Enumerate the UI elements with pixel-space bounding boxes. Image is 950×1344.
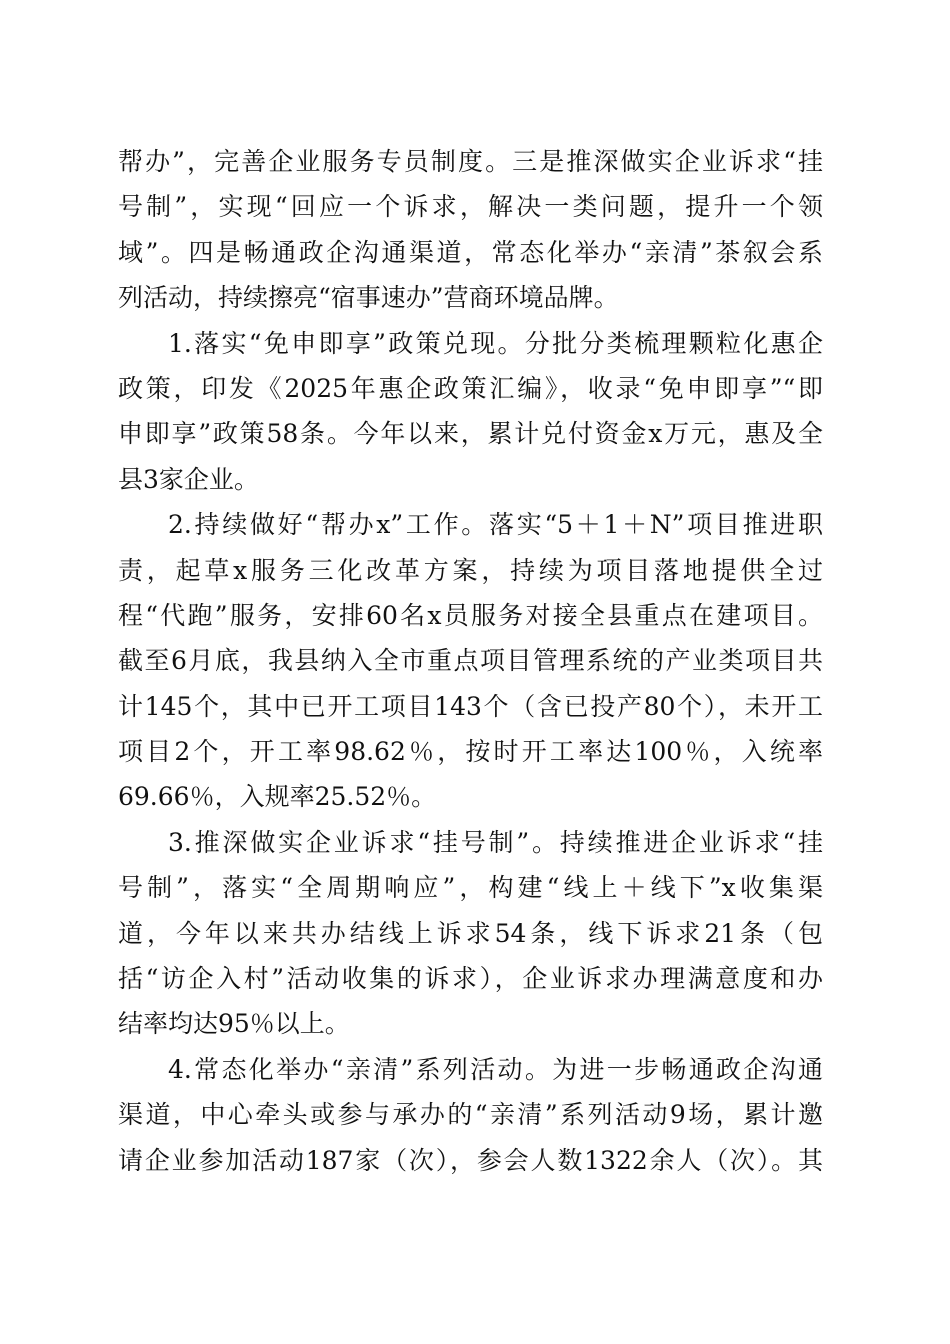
text-line: 项目2个，开工率98.62％，按时开工率达100％，入统率 (118, 737, 823, 767)
text-line: 号制”，落实“全周期响应”，构建“线上＋线下”x收集渠 (118, 873, 823, 903)
text-line: 县3家企业。 (118, 464, 259, 494)
text-line: 政策，印发《2025年惠企政策汇编》，收录“免申即享”“即 (118, 373, 823, 403)
text-line: 69.66％，入规率25.52％。 (118, 782, 437, 812)
text-line: 号制”，实现“回应一个诉求，解决一类问题，提升一个领 (118, 192, 823, 222)
text-line: 责，起草x服务三化改革方案，持续为项目落地提供全过 (118, 555, 823, 585)
text-line: 括“访企入村”活动收集的诉求），企业诉求办理满意度和办 (118, 964, 823, 994)
text-line: 列活动，持续擦亮“宿事速办”营商环境品牌。 (118, 283, 619, 313)
text-line: 截至6月底，我县纳入全市重点项目管理系统的产业类项目共 (118, 646, 823, 676)
text-line: 渠道，中心牵头或参与承办的“亲清”系列活动9场，累计邀 (118, 1100, 823, 1130)
text-line: 帮办”，完善企业服务专员制度。三是推深做实企业诉求“挂 (118, 147, 823, 176)
text-line: 计145个，其中已开工项目143个（含已投产80个），未开工 (118, 691, 823, 721)
paragraph-heading-1: 1.落实“免申即享”政策兑现。分批分类梳理颗粒化惠企 (168, 328, 823, 358)
text-line: 申即享”政策58条。今年以来，累计兑付资金x万元，惠及全 (118, 419, 823, 449)
text-line: 道，今年以来共办结线上诉求54条，线下诉求21条（包 (118, 918, 823, 948)
paragraph-heading-4: 4.常态化举办“亲清”系列活动。为进一步畅通政企沟通 (168, 1054, 823, 1084)
paragraph-heading-3: 3.推深做实企业诉求“挂号制”。持续推进企业诉求“挂 (168, 827, 823, 857)
document-body (118, 139, 823, 1183)
paragraph-heading-2: 2.持续做好“帮办x”工作。落实“5＋1＋N”项目推进职 (168, 510, 823, 540)
text-line: 程“代跑”服务，安排60名x员服务对接全县重点在建项目。 (118, 600, 823, 630)
text-line: 结率均达95％以上。 (118, 1009, 350, 1039)
text-line: 请企业参加活动187家（次），参会人数1322余人（次）。其 (118, 1145, 823, 1175)
text-line: 域”。四是畅通政企沟通渠道，常态化举办“亲清”茶叙会系 (118, 237, 823, 267)
